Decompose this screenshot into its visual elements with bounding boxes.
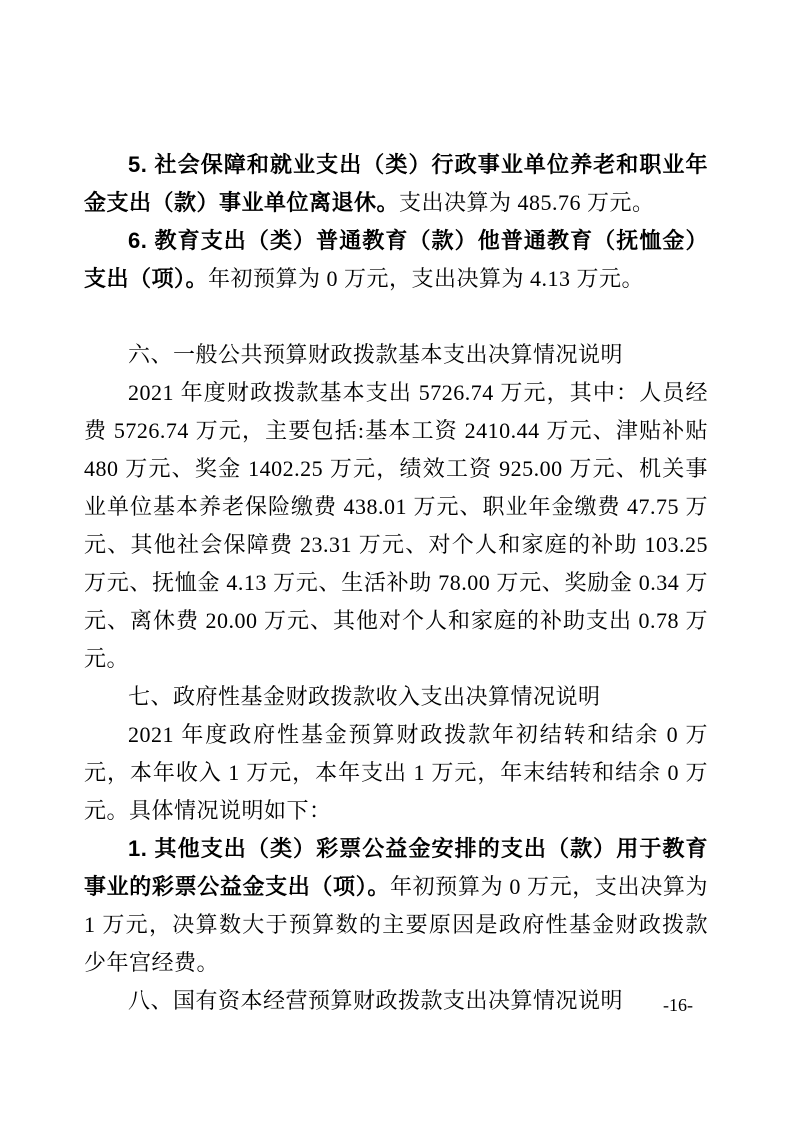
para-body-gov-fund-detail: 2021 年度政府性基金预算财政拨款年初结转和结余 0 万元，本年收入 1 万元，本年支出 1 万元，年末结转和结余 0 万元。具体情况说明如下： [84,722,708,823]
blank-line [84,298,708,336]
section-heading-7-gov-fund: 七、政府性基金财政拨款收入支出决算情况说明 [128,684,601,709]
para-item-5-pension-expenditure [84,146,708,222]
para-body-basic-expenditure-detail: 2021 年度财政拨款基本支出 5726.74 万元，其中：人员经费 5726.74 万元，主要包括:基本工资 2410.44 万元、津贴补贴 480 万元、奖金 1402.25 万元，绩效工资 925.00 万元、机关事业单位基本养老保险缴费 438.01 万元、职业年金缴费 47.75 万元、其他社会保障费 23.31 万元、对个人和家庭的补助 103.25 万元、抚恤金 4.13 万元、生活补助 78.00 万元、奖励金 0.34 万元、离休费 20.00 万元、其他对个人和家庭的补助支出 0.78 万元。 [84,380,708,671]
document-content [84,146,708,1020]
para-item-5-detail: 支出决算为 485.76 万元。 [399,190,655,215]
para-item-1-lottery-fund [84,830,708,982]
para-item-6-education-expenditure [84,222,708,298]
para-item-1-detail: 年初预算为 0 万元，支出决算为 1 万元，决算数大于预算数的主要原因是政府性基金财政拨款少年宫经费。 [84,874,708,975]
para-item-5-bold-lead: 5. 社会保障和就业支出（类）行政事业单位养老和职业年金支出（款）事业单位离退休。 [84,152,708,215]
para-item-6-detail: 年初预算为 0 万元，支出决算为 4.13 万元。 [208,266,645,291]
para-item-6-bold-lead: 6. 教育支出（类）普通教育（款）他普通教育（抚恤金）支出（项）。 [84,228,708,291]
section-heading-8-state-capital: 八、国有资本经营预算财政拨款支出决算情况说明 [128,988,624,1013]
page-number: -16- [663,995,693,1015]
para-item-1-bold-lead: 1. 其他支出（类）彩票公益金安排的支出（款）用于教育事业的彩票公益金支出（项）。 [84,836,708,899]
section-heading-6-basic-expenditure: 六、一般公共预算财政拨款基本支出决算情况说明 [128,342,624,367]
